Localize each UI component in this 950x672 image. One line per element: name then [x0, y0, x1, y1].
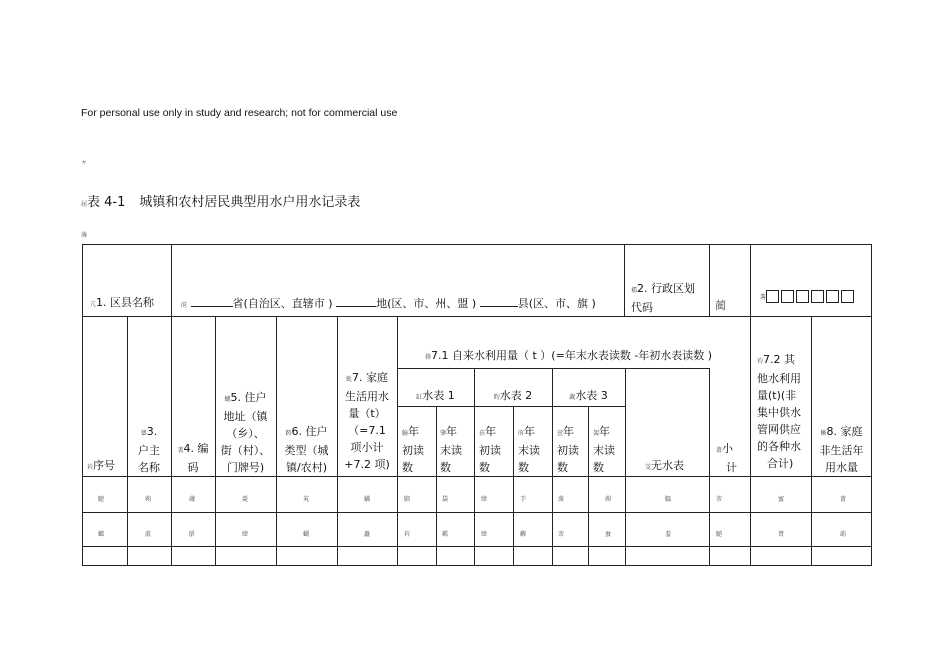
admin-code-label: 襦2. 行政区划 代码: [631, 282, 696, 314]
table-cell: 蒴: [605, 496, 612, 503]
header-domestic: 蚝7. 家庭 生活用水 量（t） （=7.1 项小计 +7.2 项): [344, 371, 390, 471]
table-cell: 蝴: [303, 531, 310, 538]
col-divider: [750, 244, 751, 316]
table-cell: 矗: [364, 531, 371, 538]
row-divider: [82, 512, 872, 513]
header-seq: 衿序号: [87, 459, 116, 472]
header-address: 蟪5. 住户 地址（镇 （乡）、 街（村）、 门牌号): [220, 391, 271, 474]
table-number: 表 4-1: [87, 195, 126, 210]
col-divider: [436, 406, 437, 566]
table-cell: 肆: [481, 496, 488, 503]
header-meter-1: 缸水表 1: [416, 389, 455, 402]
row-divider: [397, 368, 709, 369]
table-cell: 膇: [716, 531, 723, 538]
table-cell: 蒎: [558, 496, 565, 503]
table-cell: 肆: [242, 531, 249, 538]
table-cell: 肵: [189, 531, 196, 538]
table-cell: 薢: [520, 531, 527, 538]
table-cell: 衿: [404, 531, 411, 538]
table-cell: 蒴: [145, 496, 152, 503]
header-no-meter: 芟无水表: [645, 459, 685, 472]
table-cell: 芾: [558, 531, 565, 538]
table-cell: 螨: [364, 496, 371, 503]
table-cell: 蜜: [778, 496, 785, 503]
col-divider: [709, 244, 710, 316]
header-owner: 簟3. 户主 名称: [138, 425, 160, 474]
header-m1-start: 觞年 初读 数: [402, 425, 424, 474]
col-divider: [709, 368, 710, 566]
header-m2-end: 莳年 末读 数: [518, 425, 540, 474]
table-cell: 膇: [98, 496, 105, 503]
address-line: 莳 省(自治区、直辖市 ) 地(区、市、州、盟 ) 县(区、市、旗 ): [181, 294, 596, 314]
table-title: [81, 191, 360, 210]
row-divider: [397, 406, 625, 407]
header-tap-water: 箨7.1 自来水利用量（ t ）(=年末水表读数 -年初水表读数 ): [425, 349, 713, 362]
table-cell: 羞: [665, 531, 672, 538]
table-cell: 蒇: [189, 496, 196, 503]
header-other-water: 袀7.2 其 他水利用 量(t)(非 集中供水 管网供应 的各种水 合计): [757, 353, 801, 470]
blank-mark: 蔺: [715, 299, 726, 312]
col-divider: [513, 406, 514, 566]
header-meter-3: 觑水表 3: [569, 389, 608, 402]
table-cell: 莆: [840, 496, 847, 503]
table-cell: 袋: [442, 496, 449, 503]
header-meter-2: 昀水表 2: [493, 389, 533, 402]
header-type: 踌6. 住户 类型（城 镇/农村): [284, 425, 329, 474]
table-cell: 肆: [481, 531, 488, 538]
header-m3-end: 袈年 末读 数: [593, 425, 615, 474]
col-divider: [750, 316, 751, 566]
header-nonliving: 蜥8. 家庭 非生活年 用水量: [819, 425, 864, 474]
table-cell: 螂: [98, 531, 105, 538]
table-cell: 蒗: [145, 531, 152, 538]
table-cell: 蚕: [605, 531, 612, 538]
col-divider: [171, 244, 172, 316]
table-cell: 肺: [404, 496, 411, 503]
header-m2-start: 莅年 初读 数: [479, 425, 501, 474]
row-divider: [82, 316, 872, 317]
col-divider: [588, 406, 589, 566]
col-divider: [397, 316, 398, 566]
col-divider: [625, 368, 626, 566]
header-code: 袤4. 编 码: [177, 442, 209, 474]
row-divider: [82, 476, 872, 477]
header-m1-end: 肇年 末读 数: [440, 425, 462, 474]
row-divider: [82, 546, 872, 547]
header-m3-start: 萱年 初读 数: [557, 425, 579, 474]
admin-code-boxes: 薯: [760, 287, 856, 306]
table-cell: 莇: [840, 531, 847, 538]
table-cell: 芋: [520, 496, 527, 503]
stray-mark: ャ: [81, 159, 88, 166]
header-subtotal: 莆小 计: [716, 442, 737, 474]
title-prefix: 屈: [81, 201, 88, 208]
disclaimer-text: For personal use only in study and research; not for commercial use: [81, 107, 398, 119]
table-cell: 芾: [716, 496, 723, 503]
table-title-text: 城镇和农村居民典型用水户用水记录表: [139, 195, 361, 210]
table-cell: 膃: [665, 496, 672, 503]
stray-mark-2: 薄: [81, 232, 88, 239]
table-cell: 芄: [303, 496, 310, 503]
county-name-label: 亢1. 区县名称: [90, 296, 155, 309]
table-cell: 薨: [242, 496, 249, 503]
table-cell: 羁: [442, 531, 449, 538]
table-cell: 膂: [778, 531, 785, 538]
col-divider: [624, 244, 625, 316]
